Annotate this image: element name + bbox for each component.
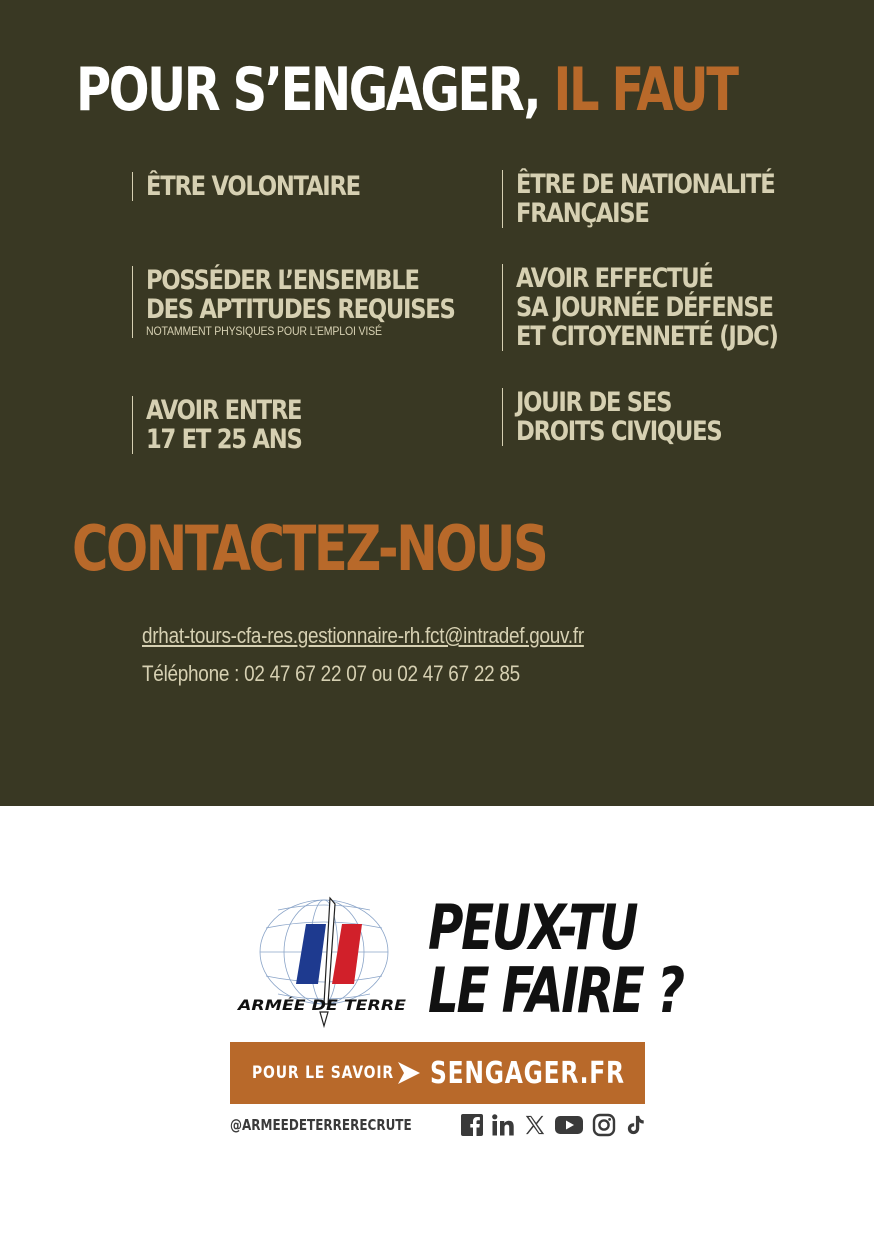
title-highlight: IL FAUT [553,55,737,125]
slogan-line: PEUX-TU [428,891,637,964]
flag-red-stripe [332,924,362,984]
requirement-jdc [502,264,827,351]
sword-icon [324,898,335,1004]
requirement-line: FRANÇAISE [516,198,649,229]
tiktok-icon[interactable] [624,1112,646,1138]
title-main: POUR S’ENGAGER, [76,55,554,125]
requirement-line: DES APTITUDES REQUISES [146,294,455,325]
requirement-volontaire [132,172,401,201]
armee-de-terre-logo [232,894,414,1029]
requirement-nationalite [502,170,824,228]
requirement-line: AVOIR EFFECTUÉ [516,263,713,294]
banner-site: SENGAGER.FR [430,1055,625,1091]
instagram-icon[interactable] [592,1112,616,1138]
banner-prompt: POUR LE SAVOIR [252,1063,394,1083]
requirement-line: ÊTRE DE NATIONALITÉ [516,169,775,200]
arrow-right-icon [396,1060,422,1086]
requirement-line: 17 ET 25 ANS [146,424,302,455]
flag-blue-stripe [296,924,326,984]
facebook-icon[interactable] [460,1112,484,1138]
requirement-line: SA JOURNÉE DÉFENSE [516,292,773,323]
page-title [76,56,737,124]
slogan [428,891,683,1027]
logo-text: ARMÉE DE TERRE [238,998,374,1014]
requirement-line: POSSÉDER L’ENSEMBLE [146,265,419,296]
requirement-line: ET CITOYENNETÉ (JDC) [516,321,778,352]
requirement-line: JOUIR DE SES [516,387,672,418]
slogan-line: LE FAIRE ? [428,954,683,1027]
globe-icon [260,900,388,1004]
requirement-line: ÊTRE VOLONTAIRE [146,171,360,202]
requirement-age [132,396,331,454]
linkedin-icon[interactable] [491,1112,515,1138]
sengager-banner[interactable] [230,1042,645,1104]
contact-phone: Téléphone : 02 47 67 22 07 ou 02 47 67 22 85 [142,661,520,686]
youtube-icon[interactable] [554,1112,584,1138]
social-handle: @ARMEEDETERRERECRUTE [230,1116,412,1134]
sword-tip-icon [320,1012,328,1026]
requirement-line: AVOIR ENTRE [146,395,302,426]
requirement-line: DROITS CIVIQUES [516,416,722,447]
requirement-droits-civiques [502,388,761,446]
contact-title: CONTACTEZ-NOUS [72,512,547,585]
requirement-aptitudes [132,266,513,338]
contact-email-link[interactable]: drhat-tours-cfa-res.gestionnaire-rh.fct@intradef.gouv.fr [142,623,584,648]
x-icon[interactable] [524,1112,546,1138]
requirement-note: NOTAMMENT PHYSIQUES POUR L’EMPLOI VISÉ [146,324,382,338]
